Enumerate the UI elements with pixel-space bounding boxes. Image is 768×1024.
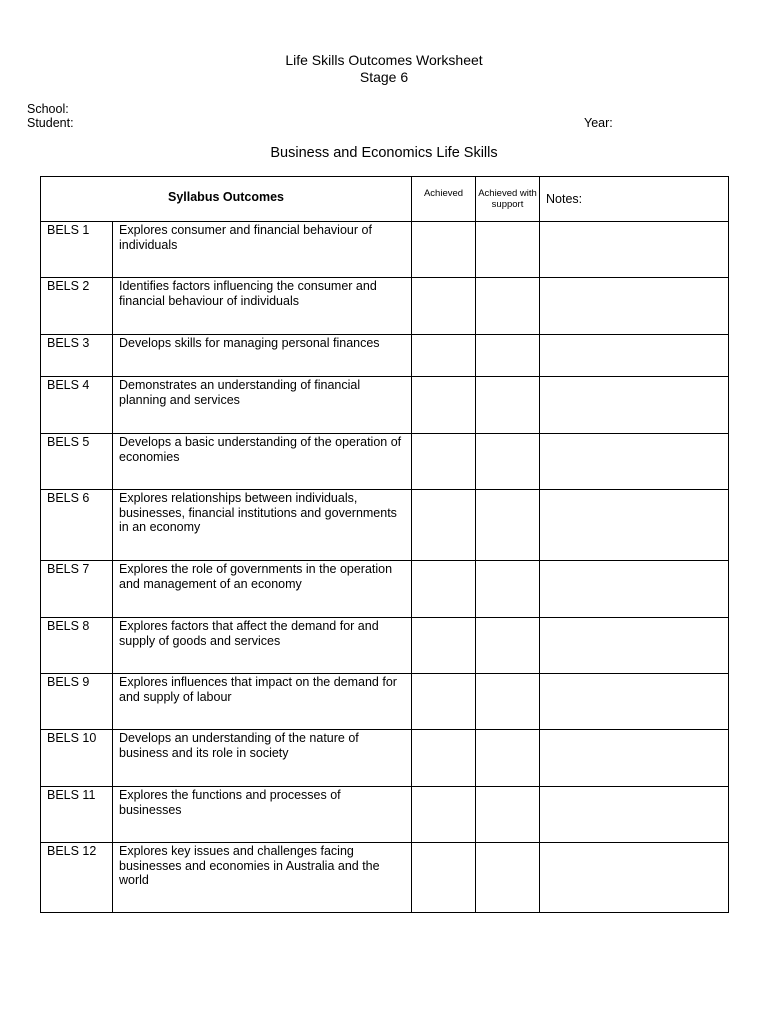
outcome-code: BELS 9	[41, 674, 113, 730]
achieved-with-support-cell[interactable]	[476, 787, 540, 843]
outcome-description: Develops an understanding of the nature of business and its role in society	[113, 730, 412, 787]
achieved-with-support-header: Achieved with support	[476, 177, 540, 222]
outcome-row	[41, 335, 729, 377]
achieved-cell[interactable]	[412, 787, 476, 843]
outcome-code: BELS 6	[41, 490, 113, 561]
outcome-description: Explores influences that impact on the demand for and supply of labour	[113, 674, 412, 730]
stage-label: Stage 6	[359, 69, 409, 85]
outcome-code: BELS 1	[41, 222, 113, 278]
achieved-with-support-cell[interactable]	[476, 618, 540, 674]
outcome-row	[41, 222, 729, 278]
achieved-cell[interactable]	[412, 561, 476, 618]
outcome-description: Develops a basic understanding of the operation of economies	[113, 434, 412, 490]
achieved-cell[interactable]	[412, 434, 476, 490]
outcome-code: BELS 7	[41, 561, 113, 618]
outcome-code: BELS 5	[41, 434, 113, 490]
achieved-header: Achieved	[412, 177, 476, 222]
outcome-description: Explores consumer and financial behaviour of individuals	[113, 222, 412, 278]
notes-cell[interactable]	[540, 434, 729, 490]
achieved-cell[interactable]	[412, 730, 476, 787]
achieved-cell[interactable]	[412, 674, 476, 730]
outcome-row	[41, 278, 729, 335]
notes-cell[interactable]	[540, 618, 729, 674]
achieved-cell[interactable]	[412, 490, 476, 561]
notes-cell[interactable]	[540, 787, 729, 843]
outcome-code: BELS 12	[41, 843, 113, 913]
outcome-row	[41, 674, 729, 730]
achieved-with-support-cell[interactable]	[476, 434, 540, 490]
outcome-row	[41, 843, 729, 913]
outcome-row	[41, 618, 729, 674]
notes-cell[interactable]	[540, 843, 729, 913]
outcome-row	[41, 730, 729, 787]
achieved-cell[interactable]	[412, 843, 476, 913]
notes-header: Notes:	[540, 177, 729, 222]
achieved-cell[interactable]	[412, 335, 476, 377]
outcome-code: BELS 11	[41, 787, 113, 843]
notes-cell[interactable]	[540, 222, 729, 278]
table-header-row	[41, 177, 729, 222]
outcome-row	[41, 787, 729, 843]
school-label: School:	[27, 102, 69, 116]
achieved-with-support-cell[interactable]	[476, 377, 540, 434]
outcome-description: Identifies factors influencing the consumer and financial behaviour of individuals	[113, 278, 412, 335]
subject-title: Business and Economics Life Skills	[270, 145, 498, 161]
worksheet-title: Life Skills Outcomes Worksheet	[285, 52, 483, 68]
outcome-code: BELS 2	[41, 278, 113, 335]
outcomes-table	[40, 176, 729, 913]
achieved-with-support-cell[interactable]	[476, 278, 540, 335]
outcome-code: BELS 8	[41, 618, 113, 674]
outcome-description: Explores the role of governments in the operation and management of an economy	[113, 561, 412, 618]
achieved-with-support-cell[interactable]	[476, 561, 540, 618]
outcome-description: Demonstrates an understanding of financial planning and services	[113, 377, 412, 434]
outcome-description: Explores relationships between individuals, businesses, financial institutions and governments in an economy	[113, 490, 412, 561]
outcome-description: Explores key issues and challenges facing businesses and economies in Australia and the world	[113, 843, 412, 913]
outcome-row	[41, 434, 729, 490]
year-label: Year:	[584, 116, 613, 130]
achieved-cell[interactable]	[412, 278, 476, 335]
outcome-description: Explores factors that affect the demand for and supply of goods and services	[113, 618, 412, 674]
outcome-description: Develops skills for managing personal finances	[113, 335, 412, 377]
notes-cell[interactable]	[540, 730, 729, 787]
outcome-code: BELS 10	[41, 730, 113, 787]
notes-cell[interactable]	[540, 278, 729, 335]
achieved-with-support-cell[interactable]	[476, 222, 540, 278]
achieved-cell[interactable]	[412, 618, 476, 674]
outcome-code: BELS 4	[41, 377, 113, 434]
achieved-with-support-cell[interactable]	[476, 674, 540, 730]
achieved-with-support-cell[interactable]	[476, 843, 540, 913]
syllabus-outcomes-header: Syllabus Outcomes	[41, 177, 412, 222]
notes-cell[interactable]	[540, 377, 729, 434]
notes-cell[interactable]	[540, 490, 729, 561]
outcome-row	[41, 377, 729, 434]
student-label: Student:	[27, 116, 74, 130]
outcome-row	[41, 561, 729, 618]
achieved-with-support-cell[interactable]	[476, 490, 540, 561]
achieved-with-support-cell[interactable]	[476, 335, 540, 377]
notes-cell[interactable]	[540, 335, 729, 377]
achieved-with-support-cell[interactable]	[476, 730, 540, 787]
outcome-row	[41, 490, 729, 561]
outcome-code: BELS 3	[41, 335, 113, 377]
notes-cell[interactable]	[540, 561, 729, 618]
achieved-cell[interactable]	[412, 222, 476, 278]
notes-cell[interactable]	[540, 674, 729, 730]
achieved-cell[interactable]	[412, 377, 476, 434]
outcome-description: Explores the functions and processes of businesses	[113, 787, 412, 843]
